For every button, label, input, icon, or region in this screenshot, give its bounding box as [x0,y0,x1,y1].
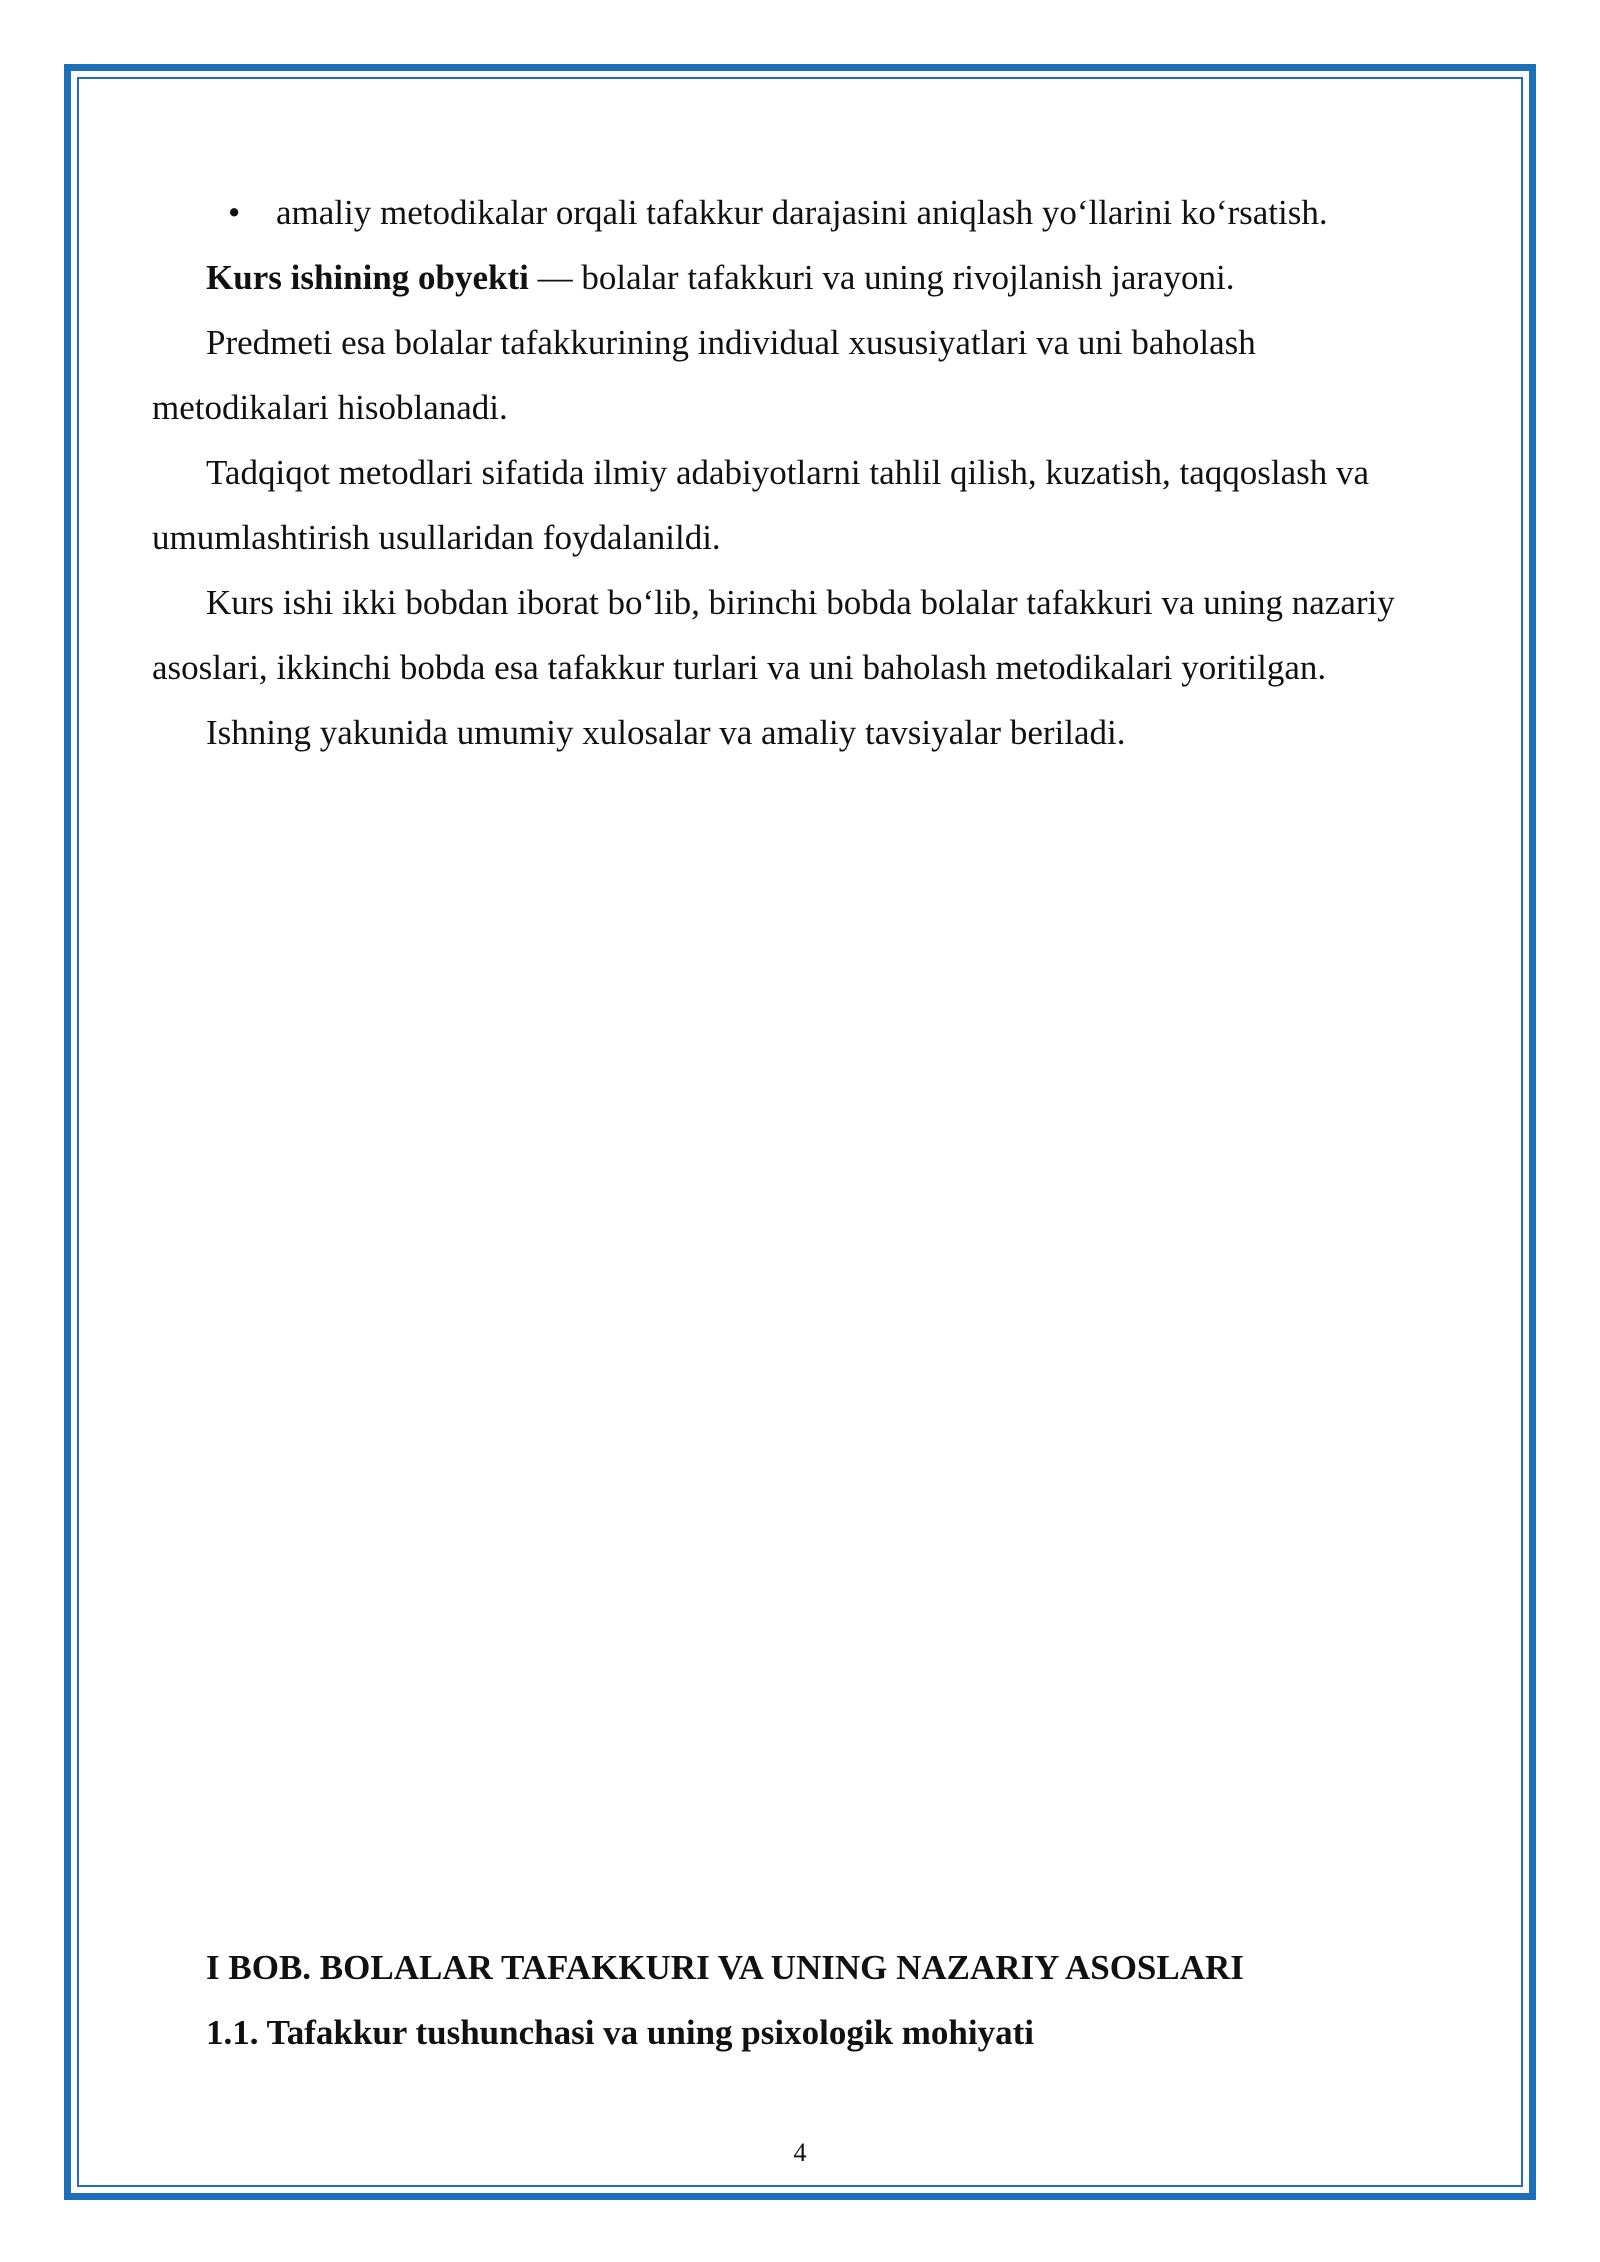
structure-paragraph: Kurs ishi ikki bobdan iborat bo‘lib, birinchi bobda bolalar tafakkuri va uning nazariy asoslari, ikkinchi bobda esa tafakkur turlari va uni baholash metodikalari yoritilgan. [152,583,1395,687]
chapter-heading: I BOB. BOLALAR TAFAKKURI VA UNING NAZARIY ASOSLARI [206,1948,1244,1987]
methods-paragraph: Tadqiqot metodlari sifatida ilmiy adabiyotlarni tahlil qilish, kuzatish, taqqoslash va umumlashtirish usullaridan foydalanildi. [152,453,1370,557]
body-text [152,180,1432,765]
page-number: 4 [793,2138,807,2167]
object-label: Kurs ishining obyekti [206,258,529,297]
bullet-icon: • [228,193,241,232]
chapter-headings [206,1935,1456,2065]
object-text: — bolalar tafakkuri va uning rivojlanish jarayoni. [528,258,1235,297]
bullet-item-text: amaliy metodikalar orqali tafakkur darajasini aniqlash yo‘llarini ko‘rsatish. [276,193,1328,232]
conclusion-paragraph: Ishning yakunida umumiy xulosalar va amaliy tavsiyalar beriladi. [206,713,1126,752]
bullet-list-item [152,180,1432,245]
subject-paragraph: Predmeti esa bolalar tafakkurining individual xususiyatlari va uni baholash metodikalari hisoblanadi. [152,323,1256,427]
section-heading: 1.1. Tafakkur tushunchasi va uning psixologik mohiyati [206,2013,1035,2052]
object-paragraph [152,245,1432,310]
